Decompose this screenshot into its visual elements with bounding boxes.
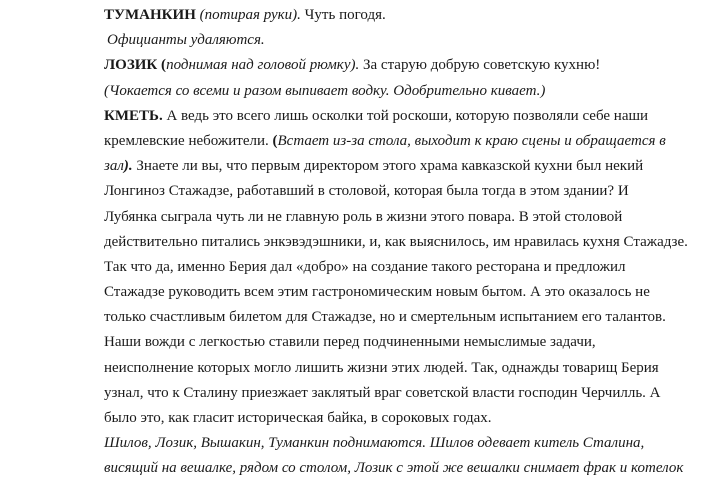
dialogue-text: узнал, что к Сталину приезжает заклятый враг советской власти господин Черчилль. А [104,384,661,401]
text-line [104,381,682,406]
stage-direction: Встает из-за стола, выходит к краю сцены и обращается в [277,132,666,149]
dialogue-text: Стажадзе руководить всем этим гастрономическим новым бытом. А это оказалось не [104,284,650,301]
dialogue-text: неисполнение которых могло лишить жизни этих людей. Так, однажды товарищ Берия [104,359,659,376]
text-line [104,431,682,456]
dialogue-text: Знаете ли вы, что первым директором этого храма кавказской кухни был некий [132,158,644,175]
text-line [104,205,682,230]
stage-direction: зал [104,158,124,175]
dialogue-text: Так что да, именно Берия дал «добро» на создание такого ресторана и предложил [104,258,626,275]
text-line [104,179,682,204]
text-line [104,230,688,255]
dialogue-text: Лубянка сыграла чуть ли не главную роль в жизни этого повара. В этой столовой [104,208,623,225]
dialogue-text: Наши вожди с легкостью ставили перед подчиненными немыслимые задачи, [104,334,596,351]
dialogue-text: действительно питались энкэвэдэшники, и, как выяснилось, им нравилась кухня Стажадзе. [104,233,688,250]
text-line [104,79,682,104]
stage-direction: (Чокается со всеми и разом выпивает водку. Одобрительно кивает.) [104,82,546,99]
stage-direction: Шилов, Лозик, Вышакин, Туманкин поднимаются. Шилов одевает китель Сталина, [104,435,645,452]
text-line [104,305,682,330]
text-line [104,3,682,28]
script-page [104,3,688,482]
text-line [104,28,682,53]
dialogue-text: только счастливым билетом для Стажадзе, но и смертельным испытанием его талантов. [104,309,666,326]
stage-direction: (потирая руки). [199,7,301,23]
text-line [104,255,682,280]
text-line [104,330,682,355]
dialogue-text: Лонгиноз Стажадзе, работавший в столовой, которая была тогда в этом здании? И [104,183,629,200]
dialogue-text: было это, как гласит историческая байка, в сороковых годах. [104,410,492,426]
character-name: ТУМАНКИН [104,7,200,23]
text-line [104,456,682,481]
dialogue-text: кремлевские небожители. [104,132,273,149]
text-line [104,406,682,431]
parenthesis: ( [272,132,278,149]
text-line [104,53,682,78]
text-line [104,129,682,154]
text-line [104,356,682,381]
stage-direction: Официанты удаляются. [107,32,265,49]
dialogue-text: За старую добрую советскую кухню! [359,57,601,74]
text-line [104,154,682,179]
dialogue-text: Чуть погодя. [300,7,386,23]
parenthesis: ). [123,158,133,175]
dialogue-text: А ведь это всего лишь осколки той роскоши, которую позволяли себе наши [162,107,649,124]
text-line [104,280,682,305]
character-name: КМЕТЬ. [104,107,163,124]
stage-direction: поднимая над головой рюмку). [166,57,360,74]
stage-direction: висящий на вешалке, рядом со столом, Лозик с этой же вешалки снимает фрак и котелок [104,460,684,477]
character-name: ЛОЗИК ( [104,57,167,74]
text-line [104,104,682,129]
